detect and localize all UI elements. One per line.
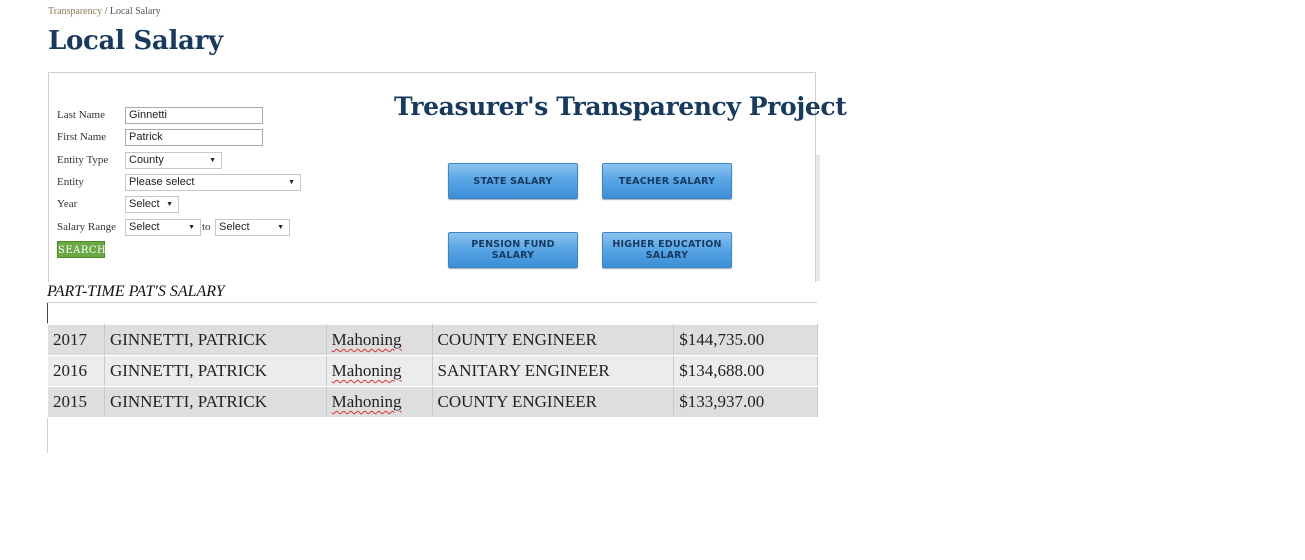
year-value: Select xyxy=(129,198,160,210)
salary-range-label: Salary Range xyxy=(57,221,116,233)
entity-label: Entity xyxy=(57,176,84,188)
county-text: Mahoning xyxy=(331,330,402,349)
salary-to-value: Select xyxy=(219,221,250,233)
higher-education-salary-button[interactable] xyxy=(602,232,732,268)
section-divider xyxy=(47,302,817,303)
county-text: Mahoning xyxy=(331,361,402,380)
last-name-label: Last Name xyxy=(57,109,105,121)
page-title: Local Salary xyxy=(48,26,223,56)
dropdown-arrow-icon: ▼ xyxy=(209,157,216,164)
county-text: Mahoning xyxy=(331,392,402,411)
salary-to-select[interactable] xyxy=(215,219,290,236)
pension-fund-label-line2: SALARY xyxy=(491,250,535,261)
salary-to-label: to xyxy=(202,221,211,233)
table-row xyxy=(48,387,818,418)
dropdown-arrow-icon: ▼ xyxy=(188,224,195,231)
entity-type-value: County xyxy=(129,154,164,166)
position-cell: SANITARY ENGINEER xyxy=(432,356,674,387)
first-name-input[interactable]: Patrick xyxy=(125,129,263,146)
breadcrumb-current: Local Salary xyxy=(109,6,161,17)
project-title: Treasurer's Transparency Project xyxy=(394,92,847,121)
year-cell: 2016 xyxy=(48,356,105,387)
year-cell: 2015 xyxy=(48,387,105,418)
text-cursor xyxy=(47,303,48,323)
name-cell: GINNETTI, PATRICK xyxy=(104,356,326,387)
county-cell xyxy=(326,356,432,387)
table-row xyxy=(48,356,818,387)
entity-value: Please select xyxy=(129,176,195,188)
section-title: PART-TIME PAT'S SALARY xyxy=(47,283,225,300)
higher-education-salary-label xyxy=(612,239,721,261)
first-name-label: First Name xyxy=(57,131,107,143)
panel-shadow xyxy=(816,155,820,281)
breadcrumb-link-transparency[interactable]: Transparency xyxy=(48,6,103,17)
salary-from-select[interactable] xyxy=(125,219,201,236)
dropdown-arrow-icon: ▼ xyxy=(166,201,173,208)
breadcrumb xyxy=(48,6,161,17)
entity-type-select[interactable] xyxy=(125,152,222,169)
county-cell xyxy=(326,387,432,418)
state-salary-label: STATE SALARY xyxy=(473,175,553,187)
pension-fund-label-line1: PENSION FUND xyxy=(471,239,555,250)
year-label: Year xyxy=(57,198,78,210)
teacher-salary-label: TEACHER SALARY xyxy=(618,175,716,187)
state-salary-button[interactable] xyxy=(448,163,578,199)
higher-education-label-line1: HIGHER EDUCATION xyxy=(612,239,722,250)
entity-type-label: Entity Type xyxy=(57,154,109,166)
position-cell: COUNTY ENGINEER xyxy=(432,325,674,356)
position-cell: COUNTY ENGINEER xyxy=(432,387,674,418)
salary-cell: $134,688.00 xyxy=(674,356,818,387)
salary-cell: $133,937.00 xyxy=(674,387,818,418)
year-select[interactable] xyxy=(125,196,179,213)
table-row xyxy=(48,325,818,356)
county-cell xyxy=(326,325,432,356)
dropdown-arrow-icon: ▼ xyxy=(277,224,284,231)
last-name-input[interactable]: Ginnetti xyxy=(125,107,263,124)
breadcrumb-separator: / xyxy=(104,6,108,17)
name-cell: GINNETTI, PATRICK xyxy=(104,387,326,418)
search-button[interactable]: SEARCH xyxy=(57,241,105,258)
dropdown-arrow-icon: ▼ xyxy=(288,179,295,186)
salary-from-value: Select xyxy=(129,221,160,233)
name-cell: GINNETTI, PATRICK xyxy=(104,325,326,356)
higher-education-label-line2: SALARY xyxy=(645,250,689,261)
pension-fund-salary-button[interactable] xyxy=(448,232,578,268)
year-cell: 2017 xyxy=(48,325,105,356)
entity-select[interactable] xyxy=(125,174,301,191)
salary-cell: $144,735.00 xyxy=(674,325,818,356)
pension-fund-salary-label xyxy=(471,239,555,261)
teacher-salary-button[interactable] xyxy=(602,163,732,199)
salary-table xyxy=(47,324,818,418)
